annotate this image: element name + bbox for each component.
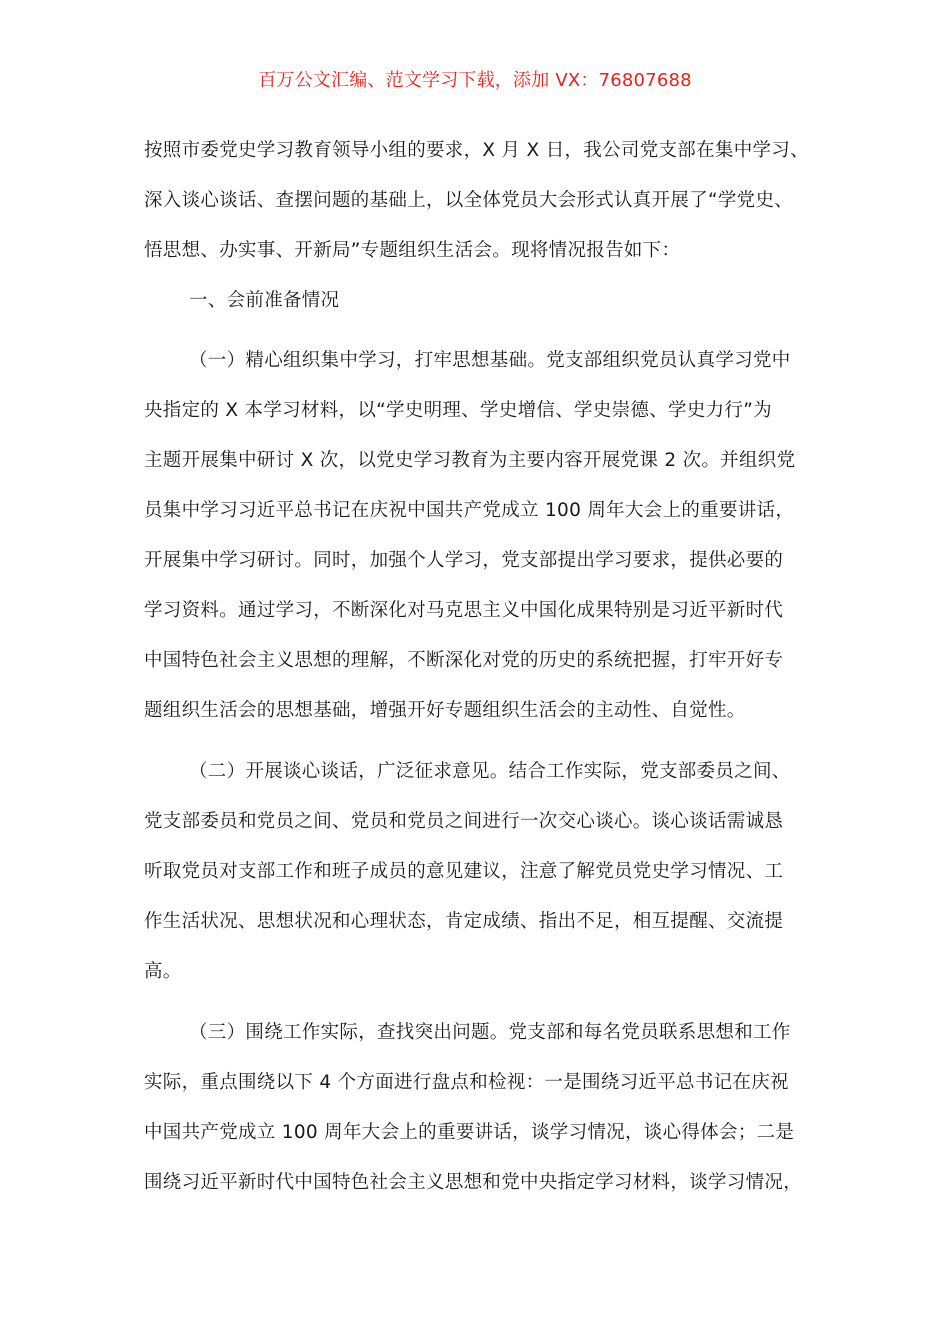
body-line: 中国共产党成立 100 周年大会上的重要讲话，谈学习情况，谈心得体会；二是: [144, 1122, 795, 1143]
body-line: 作生活状况、思想状况和心理状态，肯定成绩、指出不足，相互提醒、交流提: [144, 911, 784, 932]
body-line: 悟思想、办实事、开新局”专题组织生活会。现将情况报告如下：: [144, 240, 681, 261]
body-line: 开展集中学习研讨。同时，加强个人学习，党支部提出学习要求，提供必要的: [144, 550, 784, 571]
body-line: 主题开展集中研讨 X 次，以党史学习教育为主要内容开展党课 2 次。并组织党: [144, 450, 796, 471]
body-line: 中国特色社会主义思想的理解，不断深化对党的历史的系统把握，打牢开好专: [144, 650, 784, 671]
body-line: 党支部委员和党员之间、党员和党员之间进行一次交心谈心。谈心谈话需诚恳: [144, 811, 784, 832]
body-line: （三）围绕工作实际，查找突出问题。党支部和每名党员联系思想和工作: [189, 1022, 791, 1043]
section-heading: 一、会前准备情况: [189, 290, 340, 311]
body-line: 高。: [144, 961, 182, 982]
body-line: 按照市委党史学习教育领导小组的要求，X 月 X 日，我公司党支部在集中学习、: [144, 140, 809, 161]
watermark-header: 百万公文汇编、范文学习下载，添加 VX：76807688: [258, 70, 692, 91]
body-line: 学习资料。通过学习，不断深化对马克思主义中国化成果特别是习近平新时代: [144, 600, 784, 621]
body-line: 深入谈心谈话、查摆问题的基础上，以全体党员大会形式认真开展了“学党史、: [144, 190, 794, 211]
body-line: 听取党员对支部工作和班子成员的意见建议，注意了解党员党史学习情况、工: [144, 861, 784, 882]
body-line: （一）精心组织集中学习，打牢思想基础。党支部组织党员认真学习党中: [189, 350, 791, 371]
body-line: 题组织生活会的思想基础，增强开好专题组织生活会的主动性、自觉性。: [144, 700, 746, 721]
body-line: 实际，重点围绕以下 4 个方面进行盘点和检视：一是围绕习近平总书记在庆祝: [144, 1072, 789, 1093]
body-line: （二）开展谈心谈话，广泛征求意见。结合工作实际，党支部委员之间、: [189, 761, 791, 782]
body-line: 员集中学习习近平总书记在庆祝中国共产党成立 100 周年大会上的重要讲话，: [144, 500, 795, 521]
body-line: 央指定的 X 本学习材料，以“学史明理、学史增信、学史崇德、学史力行”为: [144, 400, 772, 421]
body-line: 围绕习近平新时代中国特色社会主义思想和党中央指定学习材料，谈学习情况，: [144, 1172, 803, 1193]
